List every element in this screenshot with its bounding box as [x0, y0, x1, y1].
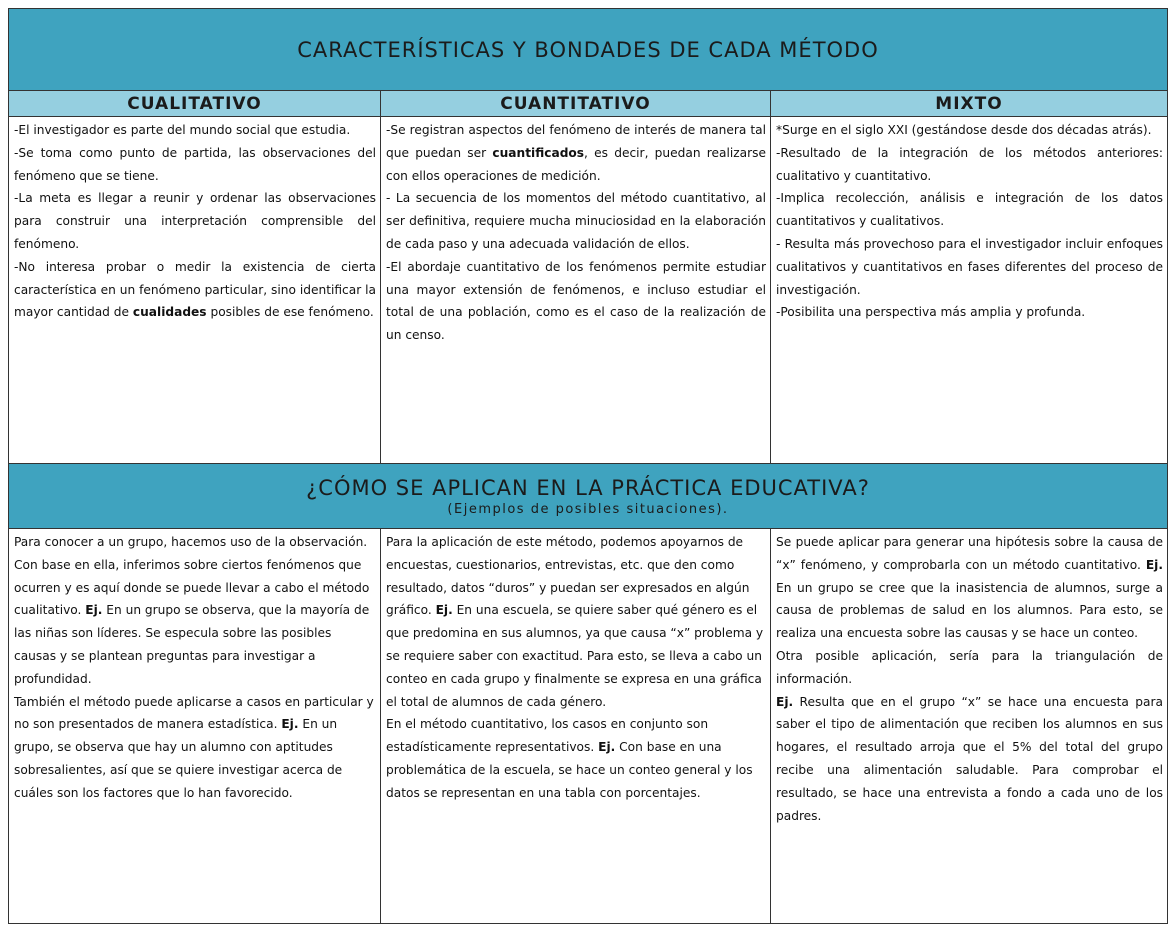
text-paragraph: *Surge en el siglo XXI (gestándose desde dos décadas atrás). [776, 123, 1152, 137]
text-paragraph: - Resulta más provechoso para el investigador incluir enfoques cualitativos y cuantitativos en fases diferentes del proceso de investigación. [776, 236, 1163, 297]
text-fragment: Se puede aplicar para generar una hipótesis sobre la causa de “x” fenómeno, y comprobarla con un método cuantitativo. [776, 535, 1163, 572]
text-fragment: Resulta que en el grupo “x” se hace una encuesta para saber el tipo de alimentación que reciben los alumnos en sus hogares, el resultado arroja que el 5% del total del grupo recibe una alimentación saludable. Para comprobar el resultado, se hace una entrevista a fondo a cada uno de los padres. [776, 694, 1163, 823]
features-row [9, 117, 1167, 463]
practice-mixto [771, 529, 1167, 923]
text-fragment: En una escuela, se quiere saber qué género es el que predomina en sus alumnos, ya que causa “x” problema y se requiere saber con exactitud. Para esto, se lleva a cabo un conteo en cada grupo y finalmente se expresa en una gráfica el total de alumnos de cada género. [386, 603, 764, 709]
text-paragraph: Otra posible aplicación, sería para la triangulación de información. [776, 648, 1163, 686]
practice-cuantitativo [381, 529, 771, 923]
text-paragraph: -La meta es llegar a reunir y ordenar las observaciones para construir una interpretación comprensible del fenómeno. [14, 191, 376, 251]
text-paragraph [386, 531, 766, 713]
text-paragraph [386, 119, 766, 187]
bold-term: cuantificados [492, 145, 585, 160]
text-fragment: Para la aplicación de este método, podemos apoyarnos de encuestas, cuestionarios, entrevistas, etc. que den como resultado, datos “duros” y puedan ser expresados en algún gráfico. [386, 535, 750, 618]
practice-row [9, 529, 1167, 923]
text-paragraph: -Posibilita una perspectiva más amplia y profunda. [776, 305, 1086, 320]
practice-band [9, 463, 1167, 529]
text-fragment: En un grupo se observa, que la mayoría de las niñas son líderes. Se especula sobre las posibles causas y se plantean preguntas para investigar a profundidad. [14, 603, 370, 686]
practice-cualitativo [9, 529, 381, 923]
text-paragraph: -Resultado de la integración de los métodos anteriores: cualitativo y cuantitativo. [776, 145, 1163, 183]
text-paragraph [776, 531, 1163, 645]
text-paragraph: -Se toma como punto de partida, las observaciones del fenómeno que se tiene. [14, 145, 376, 183]
features-mixto [771, 117, 1167, 463]
table-title: CARACTERÍSTICAS Y BONDADES DE CADA MÉTODO [297, 37, 879, 62]
bold-term: cualidades [132, 305, 207, 320]
example-label: Ej. [281, 717, 299, 732]
text-paragraph: - La secuencia de los momentos del método cuantitativo, al ser definitiva, requiere mucha minuciosidad en la elaboración de cada paso y una adecuada validación de ellos. [386, 191, 766, 251]
text-paragraph [776, 691, 1163, 828]
header-mixto: MIXTO [935, 93, 1003, 114]
practice-subtitle: (Ejemplos de posibles situaciones). [447, 501, 729, 517]
text-paragraph: -El investigador es parte del mundo social que estudia. [14, 123, 351, 137]
text-fragment: Con base en una problemática de la escuela, se hace un conteo general y los datos se representan en una tabla con porcentajes. [386, 740, 753, 800]
text-fragment: En un grupo, se observa que hay un alumno con aptitudes sobresalientes, así que se quiere investigar acerca de cuáles son los factores que lo han favorecido. [14, 717, 343, 800]
text-paragraph: -Implica recolección, análisis e integración de los datos cuantitativos y cualitativos. [776, 191, 1163, 229]
header-cualitativo: CUALITATIVO [9, 91, 381, 116]
text-paragraph [14, 531, 376, 691]
text-fragment: En un grupo se cree que la inasistencia de alumnos, surge a causa de problemas de salud en los alumnos. Para esto, se realiza una encuesta sobre las causas y se hace un conteo. [776, 580, 1163, 641]
text-paragraph [386, 713, 766, 804]
text-fragment: -No interesa probar o medir la existencia de cierta característica en un fenómeno particular, sino identificar la mayor cantidad de [14, 259, 376, 320]
text-fragment: posibles de ese fenómeno. [206, 305, 374, 320]
header-cuantitativo: CUANTITATIVO [381, 91, 771, 116]
text-paragraph: -El abordaje cuantitativo de los fenómenos permite estudiar una mayor extensión de fenómenos, e incluso estudiar el total de una población, como es el caso de la realización de un censo. [386, 259, 766, 343]
example-label: Ej. [598, 740, 616, 755]
practice-title: ¿CÓMO SE APLICAN EN LA PRÁCTICA EDUCATIVA? [306, 475, 870, 500]
text-fragment: -Se registran aspectos del fenómeno de interés de manera tal que puedan ser [386, 123, 766, 160]
example-label: Ej. [85, 603, 103, 618]
text-fragment: , es decir, puedan realizarse con ellos operaciones de medición. [386, 145, 766, 183]
example-label: Ej. [776, 694, 794, 709]
text-fragment: También el método puede aplicarse a casos en particular y no son presentados de manera estadística. [14, 694, 374, 732]
header-band [9, 9, 1167, 91]
text-paragraph [14, 256, 376, 324]
text-fragment: Para conocer a un grupo, hacemos uso de la observación. Con base en ella, inferimos sobre ciertos fenómenos que ocurren y es aquí donde se puede llevar a cabo el método cualitativo. [14, 535, 370, 618]
features-cuantitativo [381, 117, 771, 463]
column-headers [9, 91, 1167, 117]
example-label: Ej. [435, 603, 453, 618]
text-fragment: En el método cuantitativo, los casos en conjunto son estadísticamente representativos. [386, 717, 709, 755]
example-label: Ej. [1145, 557, 1163, 572]
text-paragraph [14, 691, 376, 805]
features-cualitativo [9, 117, 381, 463]
methods-table [8, 8, 1168, 924]
